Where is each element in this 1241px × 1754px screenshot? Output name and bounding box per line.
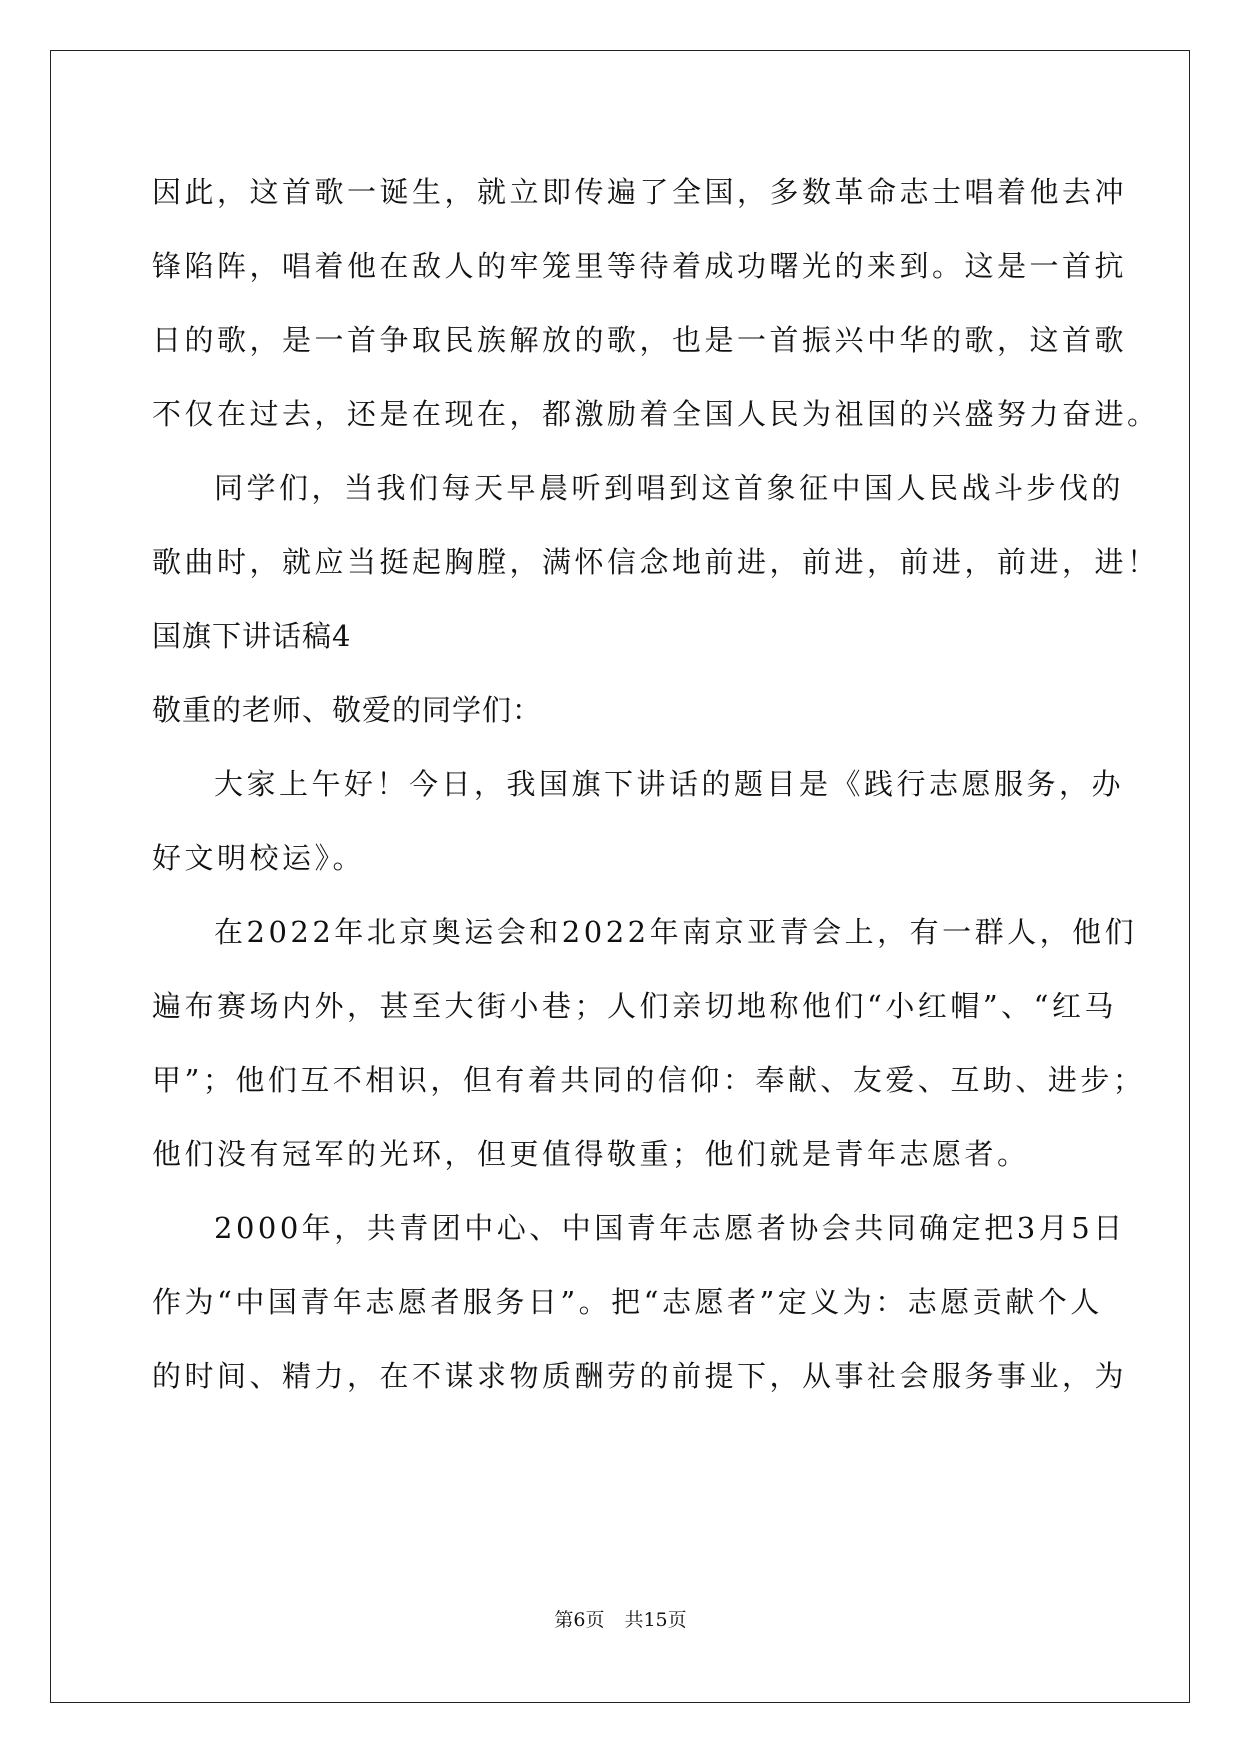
paragraph-line: 大家上午好！今日，我国旗下讲话的题目是《践行志愿服务，办 <box>214 767 1125 801</box>
paragraph-line: 日的歌，是一首争取民族解放的歌，也是一首振兴中华的歌，这首歌 <box>152 323 1128 357</box>
paragraph-line: 在2022年北京奥运会和2022年南京亚青会上，有一群人，他们 <box>214 915 1138 949</box>
page-number: 第6页 <box>554 1609 605 1631</box>
section-heading: 国旗下讲话稿4 <box>152 619 352 653</box>
paragraph-line: 的时间、精力，在不谋求物质酬劳的前提下，从事社会服务事业，为 <box>152 1359 1128 1393</box>
paragraph-line: 2000年，共青团中心、中国青年志愿者协会共同确定把3月5日 <box>214 1211 1126 1245</box>
paragraph-line: 遍布赛场内外，甚至大街小巷；人们亲切地称他们“小红帽”、“红马 <box>152 989 1117 1023</box>
paragraph-line: 不仅在过去，还是在现在，都激励着全国人民为祖国的兴盛努力奋进。 <box>152 397 1160 431</box>
page-total: 共15页 <box>624 1609 687 1631</box>
paragraph-line: 因此，这首歌一诞生，就立即传遍了全国，多数革命志士唱着他去冲 <box>152 175 1128 209</box>
paragraph-line: 锋陷阵，唱着他在敌人的牢笼里等待着成功曙光的来到。这是一首抗 <box>152 249 1128 283</box>
paragraph-line: 同学们，当我们每天早晨听到唱到这首象征中国人民战斗步伐的 <box>214 471 1125 505</box>
document-body <box>152 164 1160 1422</box>
paragraph-line: 甲”；他们互不相识，但有着共同的信仰：奉献、友爱、互助、进步； <box>152 1063 1146 1097</box>
page-footer <box>0 1605 1241 1632</box>
salutation: 敬重的老师、敬爱的同学们： <box>152 693 543 727</box>
paragraph-line: 歌曲时，就应当挺起胸膛，满怀信念地前进，前进，前进，前进，进！ <box>152 545 1160 579</box>
paragraph-line: 好文明校运》。 <box>152 841 366 875</box>
paragraph-line: 他们没有冠军的光环，但更值得敬重；他们就是青年志愿者。 <box>152 1137 1030 1171</box>
paragraph-line: 作为“中国青年志愿者服务日”。把“志愿者”定义为：志愿贡献个人 <box>152 1285 1103 1319</box>
